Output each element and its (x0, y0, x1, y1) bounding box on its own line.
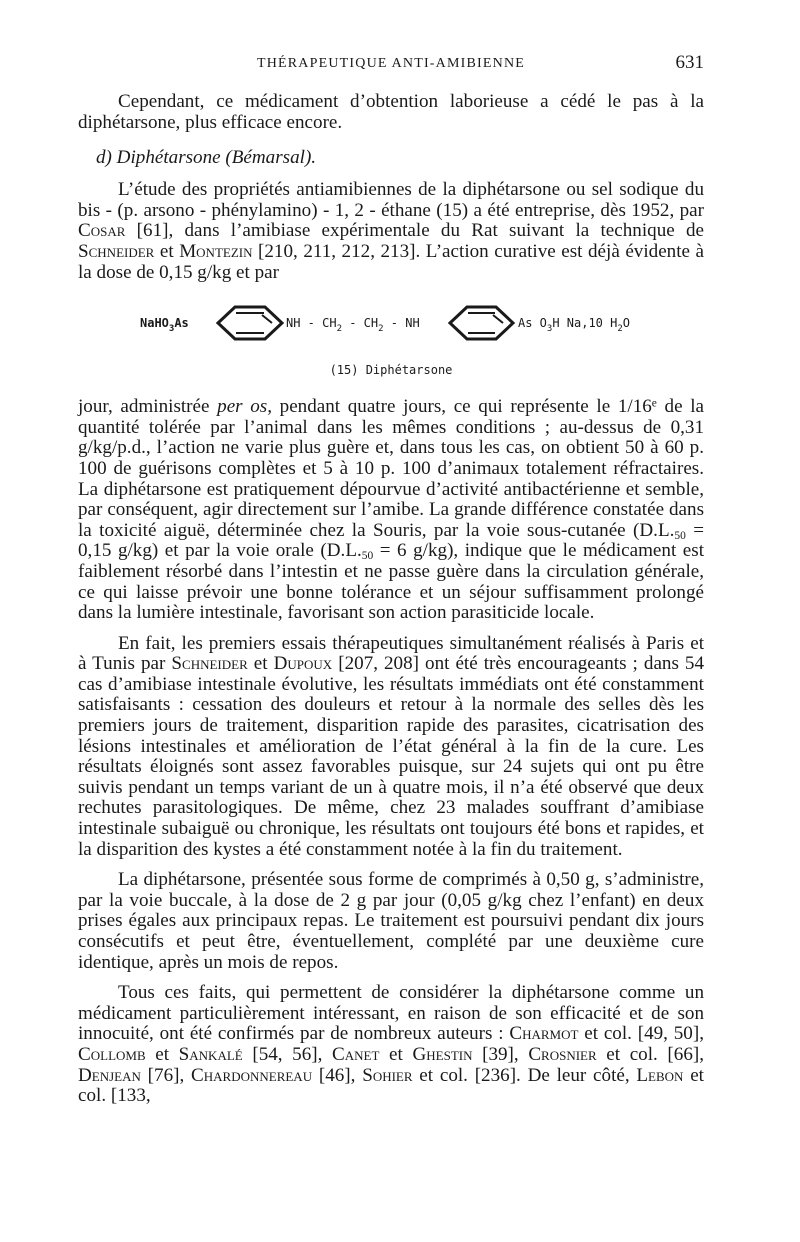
paragraph-2: L’étude des propriétés antiamibiennes de la diphétarsone ou sel sodique du bis - (p. arsono - phénylamino) - 1, 2 - éthane (15) a été entreprise, dès 1952, par Cosar [61], dans l’amibiase expérimentale du Rat suivant la technique de Schneider et Montezin [210, 211, 212, 213]. L’action curative est déjà évidente à la dose de 0,15 g/kg et par (78, 179, 705, 283)
paragraph-4: En fait, les premiers essais thérapeutiques simultanément réalisés à Paris et à Tunis par Schneider et Dupoux [207, 208] ont été très encourageants ; dans 54 cas d’amibiase intestinale évolutive, les résultats immédiats ont été constamment satisfaisants : cessation des douleurs et retour à la normale des selles dès les premiers jours de traitement, disparition rapide des parasites, cicatrisation des lésions intestinales et amélioration de l’état général à la fin de la cure. Les résultats éloignés sont assez favorables puisque, sur 24 sujets qui ont pu être suivis pendant un temps variant de un à quatre mois, il n’a été observé que deux rechutes parasitologiques. De même, chez 23 malades souffrant d’amibiase intestinale subaiguë ou chronique, les résultats ont toujours été bons et rapides, et la disparition des kystes a été constamment notée à la fin du traitement. (78, 632, 705, 860)
benzene-ring-right (450, 307, 513, 339)
author-name: Dupoux (273, 653, 333, 675)
paragraph-5: La diphétarsone, présentée sous forme de comprimés à 0,50 g, s’administre, par la voie buccale, à la dose de 2 g par jour (0,05 g/kg chez l’enfant) en deux prises égales aux principaux repas. Le traitement est poursuivi pendant dix jours consécutifs et peut être, éventuellement, complété par une deuxième cure identique, après un mois de repos. (78, 869, 704, 973)
chemical-formula-figure (78, 291, 704, 391)
page-number: 631 (675, 52, 704, 73)
running-header (78, 52, 704, 76)
formula-right-group: As $O_3H$ Na,10 $H_2O$ (518, 316, 631, 335)
figure-caption: (15) Diphétarsone (329, 363, 453, 378)
structural-formula (78, 291, 704, 361)
paragraph-1: Cependant, ce médicament d’obtention laborieuse a cédé le pas à la diphétarsone, plus efficace encore. (78, 91, 704, 133)
benzene-ring-left (218, 307, 282, 339)
author-name: Schneider (171, 653, 248, 675)
paragraph-3: jour, administrée per os, pendant quatre jours, ce qui représente le 1/16e de la quantité tolérée par l’animal dans les mêmes conditions ; au-dessus de 0,31 g/kg/p.d., l’action ne varie plus guère et, dans tous les cas, on obtient 50 à 60 p. 100 de guérisons complètes et 5 à 10 p. 100 d’animaux totalement réfractaires. La diphétarsone est pratiquement dépourvue d’activité antibactérienne et semble, par conséquent, agir directement sur l’amibe. La grande différence constatée dans la toxicité aiguë, déterminée chez la Souris, par la voie sous-cutanée ($D.L._{50} = 0,15$ g/kg) et par la voie orale ($D.L._{50} = 6$ g/kg), indique que le médicament est faiblement résorbé dans l’intestin et ne passe guère dans la circulation générale, ce qui laisse prévoir une bonne tolérance et un séjour suffisamment prolongé dans la lumière intestinale, favorisant son action parasiticide locale. (78, 396, 704, 624)
paragraph-6: Tous ces faits, qui permettent de considérer la diphétarsone comme un médicament particulièrement intéressant, en raison de son efficacité et de son innocuité, ont été confirmés par de nombreux auteurs : Charmot et col. [49, 50], Collomb et Sankalé [54, 56], Canet et Ghestin [39], Crosnier et col. [66], Denjean [76], Chardonnereau [46], Sohier et col. [236]. De leur côté, Lebon et col. [133, (78, 982, 704, 1107)
section-heading: d) Diphétarsone (Bémarsal). (96, 147, 317, 169)
author-name: Montezin (179, 240, 253, 262)
author-name: Schneider (78, 240, 155, 262)
author-name: Cosar (78, 220, 126, 242)
formula-middle-chain: NH - $CH_2 - CH_2$ - NH (286, 316, 420, 335)
running-title: THÉRAPEUTIQUE ANTI-AMIBIENNE (256, 56, 526, 71)
formula-left-group: NaHO$_3$As (140, 316, 189, 335)
page-body (78, 92, 704, 1107)
